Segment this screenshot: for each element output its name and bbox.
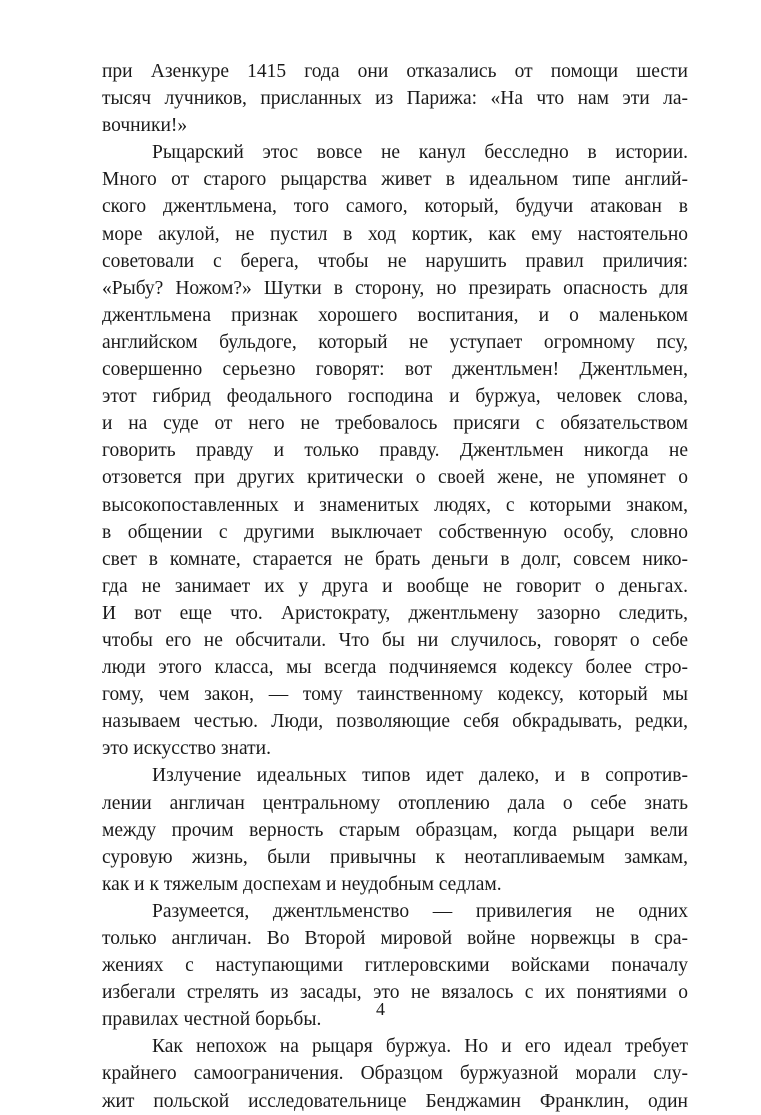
paragraph (102, 139, 688, 762)
page-number: 4 (376, 999, 385, 1019)
text-line: лении англичан центральному отоплению дала о себе знать (102, 792, 688, 814)
text-line: между прочим верность старым образцам, когда рыцари вели (102, 819, 688, 841)
paragraph (102, 762, 688, 897)
text-line: ского джентльмена, того самого, который, будучи атакован в (102, 196, 688, 218)
text-line: люди этого класса, мы всегда подчиняемся кодексу более стро- (102, 657, 688, 679)
text-line: чтобы его не обсчитали. Что бы ни случилось, говорят о себе (102, 629, 688, 651)
text-line: вочники!» (102, 115, 188, 137)
text-line: свет в комнате, старается не брать деньги в долг, совсем нико- (102, 548, 688, 570)
text-line: жениях с наступающими гитлеровскими войсками поначалу (102, 955, 688, 977)
page-body (102, 58, 688, 1115)
paragraph (102, 1033, 688, 1114)
text-line: и на суде от него не требовалось присяги с обязательством (102, 413, 688, 435)
text-line: английском бульдоге, который не уступает огромному псу, (102, 331, 688, 353)
text-line: совершенно серьезно говорят: вот джентльмен! Джентльмен, (102, 359, 688, 381)
text-line: при Азенкуре 1415 года они отказались от помощи шести (102, 61, 688, 82)
text-line: в общении с другими выключает собственную особу, словно (102, 521, 688, 543)
text-line: И вот еще что. Аристократу, джентльмену зазорно следить, (102, 602, 688, 624)
text-line: тысяч лучников, присланных из Парижа: «На что нам эти ла- (102, 88, 688, 110)
text-line: гому, чем закон, — тому таинственному кодексу, который мы (102, 684, 688, 706)
text-line: гда не занимает их у друга и вообще не говорит о деньгах. (102, 575, 688, 597)
text-line: называем честью. Люди, позволяющие себя обкрадывать, редки, (102, 711, 688, 733)
text-line: жит польской исследовательнице Бенджамин Франклин, один (102, 1090, 688, 1112)
text-line: только англичан. Во Второй мировой войне норвежцы в сра- (102, 928, 688, 949)
text-line: правилах честной борьбы. (102, 1009, 322, 1031)
text-line: говорить правду и только правду. Джентльмен никогда не (102, 440, 688, 462)
text-line: суровую жизнь, были привычны к неотапливаемым замкам, (102, 846, 688, 868)
text-line: море акулой, не пустил в ход кортик, как ему настоятельно (102, 223, 688, 245)
text-line: этот гибрид феодального господина и буржуа, человек слова, (102, 386, 688, 408)
text-line: избегали стрелять из засады, это не вязалось с их понятиями о (102, 982, 688, 1004)
text-line: джентльмена признак хорошего воспитания, и о маленьком (102, 304, 688, 326)
text-line: отзовется при других критически о своей жене, не упомянет о (102, 467, 688, 489)
text-line: высокопоставленных и знаменитых людях, с которыми знаком, (102, 494, 688, 516)
paragraph (102, 58, 688, 139)
text-line: «Рыбу? Ножом?» Шутки в сторону, но презирать опасность для (102, 277, 688, 299)
text-line: крайнего самоограничения. Образцом буржуазной морали слу- (102, 1063, 688, 1085)
text-line: Разумеется, джентльменство — привилегия не одних (152, 900, 688, 922)
text-line: советовали с берега, чтобы не нарушить правил приличия: (102, 250, 688, 272)
text-line: Рыцарский этос вовсе не канул бесследно в истории. (152, 142, 688, 164)
text-line: это искусство знати. (102, 738, 271, 760)
text-line: как и к тяжелым доспехам и неудобным седлам. (102, 873, 502, 895)
text-line: Много от старого рыцарства живет в идеальном типе англий- (102, 169, 688, 191)
text-line: Излучение идеальных типов идет далеко, и в сопротив- (152, 765, 688, 787)
text-line: Как непохож на рыцаря буржуа. Но и его идеал требует (152, 1036, 688, 1058)
